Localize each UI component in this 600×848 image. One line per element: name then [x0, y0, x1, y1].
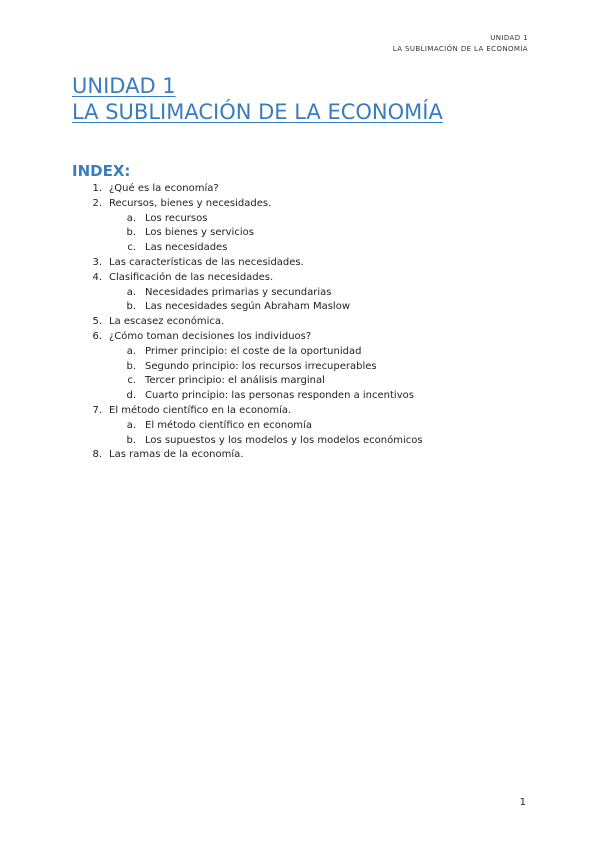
toc-subitem-letter: c.	[127, 242, 136, 254]
toc-subitem	[0, 300, 600, 315]
running-header-title: LA SUBLIMACIÓN DE LA ECONOMÍA	[392, 45, 528, 53]
toc-subitem-letter: b.	[126, 227, 136, 239]
index-heading	[72, 161, 130, 181]
toc-subitem-letter: a.	[126, 286, 136, 298]
title-unit: UNIDAD 1	[72, 74, 176, 98]
toc-subitem	[0, 286, 600, 301]
toc-subitem	[0, 345, 600, 360]
toc-subitem-text: Los bienes y servicios	[145, 227, 254, 239]
toc-subitem	[0, 360, 600, 375]
table-of-contents	[0, 182, 600, 463]
toc-item-number: 7.	[92, 404, 102, 416]
title-main: LA SUBLIMACIÓN DE LA ECONOMÍA	[72, 100, 443, 124]
toc-subitem-text: Primer principio: el coste de la oportunidad	[145, 345, 362, 357]
running-header	[393, 33, 528, 55]
toc-item-text: Clasificación de las necesidades.	[109, 271, 274, 283]
toc-item-number: 6.	[92, 330, 102, 342]
toc-item-text: Recursos, bienes y necesidades.	[109, 197, 272, 209]
toc-subitem-letter: a.	[126, 212, 136, 224]
toc-subitem-letter: b.	[126, 360, 136, 372]
toc-subitem-letter: a.	[126, 345, 136, 357]
toc-subitem	[0, 389, 600, 404]
index-heading-label: INDEX	[72, 162, 125, 180]
toc-item-text: Las ramas de la economía.	[109, 449, 244, 461]
toc-subitem	[0, 434, 600, 449]
toc-subitem	[0, 226, 600, 241]
toc-item	[0, 315, 600, 330]
toc-item-text: La escasez económica.	[109, 316, 225, 328]
running-header-unit: UNIDAD 1	[490, 34, 528, 42]
toc-item-text: ¿Qué es la economía?	[109, 183, 219, 194]
document-title	[72, 73, 443, 125]
toc-subitem-letter: a.	[126, 419, 136, 431]
toc-item	[0, 404, 600, 419]
toc-item	[0, 271, 600, 286]
toc-item-number: 8.	[92, 449, 102, 461]
toc-item-number: 1.	[92, 183, 102, 194]
toc-item-number: 4.	[92, 271, 102, 283]
toc-subitem-text: Las necesidades	[145, 242, 228, 254]
toc-subitem-letter: d.	[126, 390, 136, 402]
toc-item	[0, 197, 600, 212]
toc-item-number: 5.	[92, 316, 102, 328]
toc-subitem	[0, 241, 600, 256]
toc-item	[0, 330, 600, 345]
toc-item-text: ¿Cómo toman decisiones los individuos?	[109, 330, 312, 342]
toc-item-number: 2.	[92, 197, 102, 209]
toc-item	[0, 448, 600, 463]
toc-subitem-text: Los recursos	[145, 212, 208, 224]
toc-subitem-text: Las necesidades según Abraham Maslow	[145, 301, 350, 313]
toc-item-text: El método científico en la economía.	[109, 404, 292, 416]
toc-item	[0, 182, 600, 197]
toc-item	[0, 256, 600, 271]
toc-subitem-letter: c.	[127, 375, 136, 387]
toc-item-number: 3.	[92, 256, 102, 268]
toc-subitem	[0, 419, 600, 434]
toc-subitem-text: Segundo principio: los recursos irrecuperables	[145, 360, 377, 372]
toc-subitem-text: El método científico en economía	[145, 419, 312, 431]
index-heading-colon: :	[124, 162, 131, 180]
toc-subitem-text: Los supuestos y los modelos y los modelos económicos	[145, 434, 423, 446]
toc-subitem-letter: b.	[126, 434, 136, 446]
toc-subitem-text: Necesidades primarias y secundarias	[145, 286, 332, 298]
toc-subitem-text: Tercer principio: el análisis marginal	[145, 375, 325, 387]
toc-item-text: Las características de las necesidades.	[109, 256, 304, 268]
toc-subitem-text: Cuarto principio: las personas responden a incentivos	[145, 390, 414, 402]
toc-subitem-letter: b.	[126, 301, 136, 313]
page-number: 1	[519, 797, 526, 808]
toc-subitem	[0, 374, 600, 389]
toc-subitem	[0, 212, 600, 227]
